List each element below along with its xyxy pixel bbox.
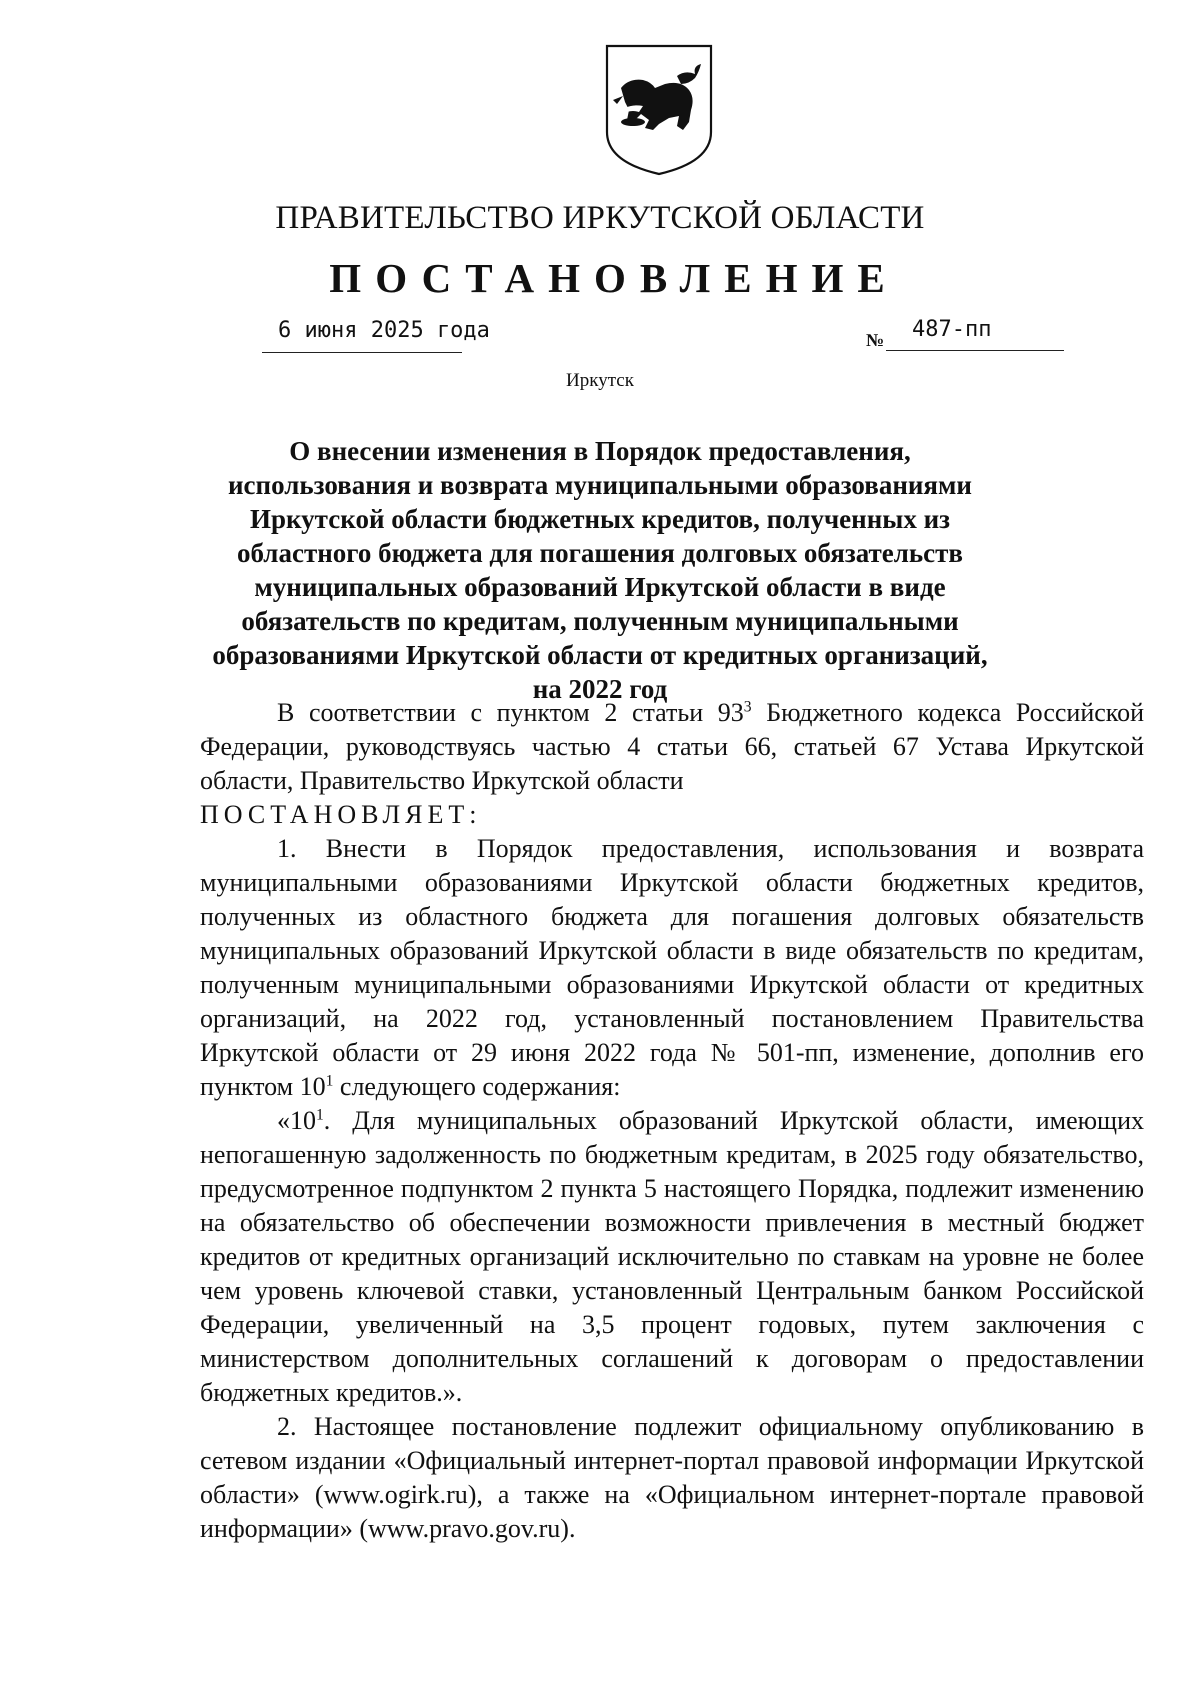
coat-of-arms-icon [603,40,715,178]
number-underline [886,350,1064,351]
document-body [200,696,1144,1546]
date-underline [262,352,462,353]
document-date: 6 июня 2025 года [278,318,490,343]
number-sign: № [866,330,885,350]
quoted-clause-paragraph: «$10^1$. Для муниципальных образований Иркутской области, имеющих непогашенную задолженность по бюджетным кредитам, в 2025 году обязательство, предусмотренное подпунктом 2 пункта 5 настоящего Порядка, подлежит изменению на обязательство об обеспечении возможности привлечения в местный бюджет кредитов от кредитных организаций исключительно по ставкам на уровне не более чем уровень ключевой ставки, установленный Центральным банком Российской Федерации, увеличенный на 3,5 процент годовых, путем заключения с министерством дополнительных соглашений к договорам о предоставлении бюджетных кредитов.». [200,1106,1144,1407]
resolves-heading: ПОСТАНОВЛЯЕТ: [200,800,482,829]
item-2-paragraph: 2. Настоящее постановление подлежит официальному опубликованию в сетевом издании «Официальный интернет-портал правовой информации Иркутской области» (www.ogirk.ru), а также на «Официальном интернет-портале правовой информации» (www.pravo.gov.ru). [200,1412,1144,1543]
document-number: 487-пп [912,317,992,342]
document-type: ПОСТАНОВЛЕНИЕ [329,255,899,301]
document-title: О внесении изменения в Порядок предоставления, использования и возврата муниципальными образованиями Иркутской области бюджетных кредитов, полученных из областного бюджета для погашения долговых обязательств муниципальных образований Иркутской области в виде обязательств по кредитам, полученным муниципальными образованиями Иркутской области от кредитных организаций, на 2022 год [212,436,988,704]
item-1-paragraph: 1. Внести в Порядок предоставления, использования и возврата муниципальными образованиями Иркутской области бюджетных кредитов, полученных из областного бюджета для погашения долговых обязательств муниципальных образований Иркутской области в виде обязательств по кредитам, полученным муниципальными образованиями Иркутской области от кредитных организаций, на 2022 год, установленный постановлением Правительства Иркутской области от 29 июня 2022 года № 501-пп, изменение, дополнив его пунктом $10^1$ следующего содержания: [200,834,1144,1101]
document-city: Иркутск [566,370,634,391]
intro-paragraph: В соответствии с пунктом 2 статьи $93^3$ Бюджетного кодекса Российской Федерации, руководствуясь частью 4 статьи 66, статьей 67 Устава Иркутской области, Правительство Иркутской области [200,698,1145,795]
government-name: ПРАВИТЕЛЬСТВО ИРКУТСКОЙ ОБЛАСТИ [275,200,925,236]
